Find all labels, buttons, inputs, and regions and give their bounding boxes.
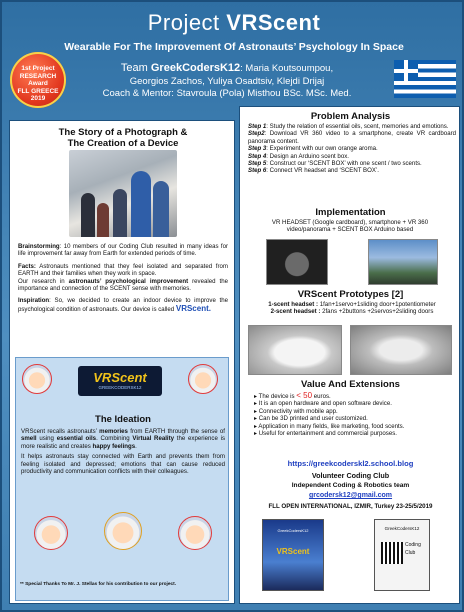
right-column bbox=[239, 106, 460, 604]
implementation-text: VR HEADSET (Google cardboard), smartphone + VR 360 video/panorama + SCENT BOX Arduino based bbox=[271, 219, 429, 234]
inspiration-text: Inspiration: So, we decided to create an indoor device to improve the psychological condition of astronauts. Our device is called VRScent. bbox=[18, 297, 228, 313]
extension-item: ▸ Connectivity with mobile app. bbox=[254, 407, 338, 415]
step-item: Step 5: Construct our ‘SCENT BOX’ with one scent / two scents. bbox=[248, 160, 422, 168]
project-url-link[interactable]: https://greekcoderskl2.school.blog bbox=[287, 459, 414, 468]
step-item: Step 3: Experiment with our own orange aroma. bbox=[248, 145, 378, 153]
club-name: Volunteer Coding Club bbox=[311, 471, 390, 480]
value-title: Value And Extensions bbox=[301, 379, 400, 390]
astronaut-icon bbox=[22, 364, 52, 394]
extension-item: ▸ It is an open hardware and open software device. bbox=[254, 400, 392, 408]
extension-item: ▸ Application in many fields, like marketing, food scents. bbox=[254, 422, 405, 430]
story-title: The Story of a Photograph & The Creation of a Device bbox=[58, 127, 188, 149]
event-info: FLL OPEN INTERNATIONAL, IZMIR, Turkey 23-25/5/2019 bbox=[268, 503, 433, 510]
team-info: Team GreekCodersK12: Maria Koutsoumpou, Georgios Zachos, Yuliya Osadtsiv, Klejdi Drijaj Coach & Mentor: Stavroula (Pola) Misthou BSc. MSc. Med. bbox=[102, 62, 352, 99]
club-description: Independent Coding & Robotics team bbox=[291, 482, 410, 489]
page-subtitle: Wearable For The Improvement Of Astronauts’ Psychology In Space bbox=[64, 41, 404, 53]
vr-headset-photo bbox=[266, 239, 328, 285]
prototype-2-photo bbox=[350, 325, 452, 375]
step-item: Step 1: Study the relation of essential oils, scent, memories and emotions. bbox=[248, 123, 449, 130]
step-item: Step 4: Design an Arduino scent box. bbox=[248, 152, 349, 160]
steps-list bbox=[248, 123, 456, 175]
vr-panorama-photo bbox=[368, 239, 438, 285]
facts-text: Facts: Astronauts mentioned that they feel isolated and separated from EARTH and their families when they work in space. bbox=[18, 262, 228, 278]
email-link[interactable]: grcodersk12@gmail.com bbox=[308, 492, 393, 499]
left-column bbox=[9, 120, 235, 604]
step-item: Step 6: Connect VR headset and ‘SCENT BOX’. bbox=[248, 167, 379, 175]
book-cover-2: GreekCodersK12 Coding Club bbox=[374, 519, 430, 591]
story-photo bbox=[69, 150, 177, 237]
extension-item: ▸ The device is < 50 euros. bbox=[254, 391, 331, 400]
ideation-text-2: It helps astronauts stay connected with Earth and prevents them from feeling isolated and depressed; emotions that can cause reduced productivity and communication conflicts with their colleagues. bbox=[21, 453, 225, 476]
ideation-text-1: VRScent recalls astronauts’ memories from EARTH through the sense of smell using essential oils. Combining Virtual Reality the experience is more realistic and creates happy feelings. bbox=[21, 428, 226, 450]
ideation-title: The Ideation bbox=[95, 414, 151, 425]
astronaut-icon bbox=[178, 516, 212, 550]
extension-item: ▸ Useful for entertainment and commercial purposes. bbox=[254, 430, 397, 438]
vrscent-logo: VRScent GREEKCODERSK12 bbox=[78, 366, 162, 396]
extensions-list bbox=[254, 392, 454, 437]
award-badge: 1st Project RESEARCH Award FLL GREECE 2019 bbox=[10, 52, 66, 108]
problem-title: Problem Analysis bbox=[310, 111, 391, 122]
qr-code-icon bbox=[381, 542, 403, 564]
astronaut-icon bbox=[188, 364, 218, 394]
implementation-title: Implementation bbox=[315, 207, 386, 218]
extension-item: ▸ Can be 3D printed and user customized. bbox=[254, 415, 368, 423]
greek-flag-icon bbox=[394, 60, 456, 98]
step-item: Step2: Download VR 360 video to a smartphone, create VR cardboard panorama content. bbox=[248, 130, 456, 145]
prototypes-title: VRScent Prototypes [2] bbox=[297, 289, 404, 300]
page-title: Project VRScent bbox=[147, 10, 321, 35]
ideation-box bbox=[15, 357, 229, 601]
thanks-note: ** Special Thanks To Mr. J. Stellas for his contribution to our project. bbox=[20, 582, 177, 587]
astronaut-icon bbox=[104, 512, 142, 550]
brainstorm-text: Brainstorming: 10 members of our Coding Club resulted in many ideas for life improvement far away from Earth for extended periods of time. bbox=[18, 243, 228, 258]
research-text: Our research in astronauts’ psychological improvement revealed the importance and connection of the SCENT sense with memories. bbox=[18, 277, 229, 293]
prototype-1-photo bbox=[248, 325, 342, 375]
book-cover-1: GreekCodersK12 VRScent bbox=[262, 519, 324, 591]
prototypes-text: 1-scent headset : 1fan+1servo+1sliding door+1potentiometer 2-scent headset : 2fans +2buttons +2servos+2sliding doors bbox=[268, 301, 436, 316]
astronaut-icon bbox=[34, 516, 68, 550]
